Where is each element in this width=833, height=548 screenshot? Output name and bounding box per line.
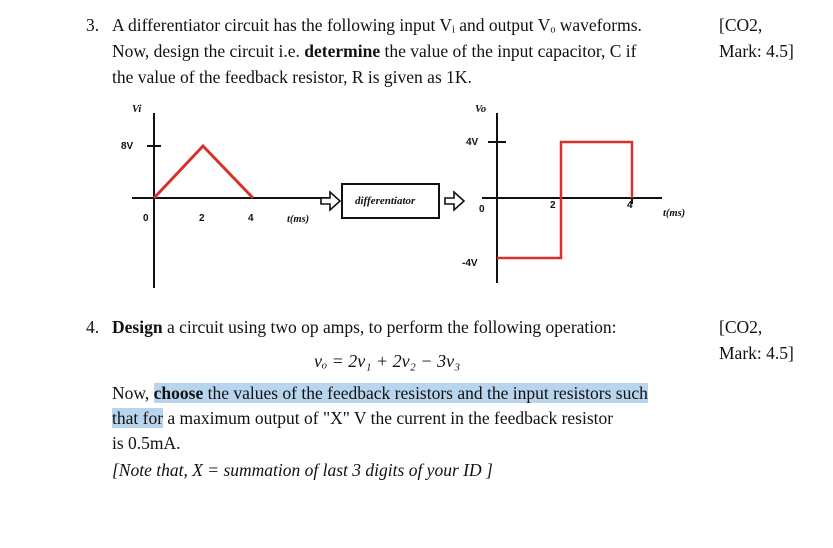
q4-line-2-pre: Now,: [112, 383, 150, 403]
q4-line-3-rest: a maximum output of "X" V the current in the feedback resistor: [167, 408, 614, 428]
q3-mark-line-1: [CO2,: [719, 15, 763, 35]
q4-mark-line-2: Mark: 4.5]: [719, 343, 794, 363]
arrow-from-block-icon: [445, 192, 464, 210]
q4-design-bold: Design: [112, 317, 163, 337]
q3-line-3: the value of the feedback resistor, R is given as 1K.: [112, 67, 472, 87]
q4-number: 4.: [86, 317, 100, 337]
output-neg-label: -4V: [462, 258, 478, 269]
q3-mark-line-2: Mark: 4.5]: [719, 41, 794, 61]
input-triangle-wave: [154, 146, 253, 198]
output-tick-4-label: 4: [627, 200, 633, 211]
q4-equation: vₒ = 2v₁ + 2v₂ − 3v₃: [314, 351, 461, 371]
output-tick-2-label: 2: [550, 200, 556, 211]
q4-line-1: [112, 316, 617, 338]
q4-line-2-highlight: the values of the feedback resistors and the input resistors such: [207, 383, 648, 403]
q3-determine-bold: determine: [304, 41, 381, 61]
output-origin-label: 0: [479, 204, 485, 215]
input-peak-label: 8V: [121, 141, 134, 152]
output-pos-label: 4V: [466, 137, 479, 148]
input-tick-4-label: 4: [248, 213, 254, 224]
q3-line-2-post: the value of the input capacitor, C if: [384, 41, 637, 61]
q4-line-3-highlight: that for: [112, 408, 164, 428]
q3-number: 3.: [86, 15, 100, 35]
output-square-wave: [497, 142, 632, 258]
output-axis-label: Vo: [475, 104, 487, 115]
q4-line-3: [112, 407, 613, 429]
q3-line-2-pre: Now, design the circuit i.e.: [112, 41, 300, 61]
q4-note: [Note that, X = summation of last 3 digits of your ID ]: [112, 460, 493, 480]
q4-choose-bold: choose: [153, 383, 204, 403]
input-time-label: t(ms): [287, 214, 310, 225]
block-label: differentiator: [355, 195, 416, 207]
output-time-label: t(ms): [663, 208, 686, 219]
input-origin-label: 0: [143, 213, 149, 224]
input-axis-label: Vi: [132, 104, 142, 115]
q4-line-2: [112, 382, 648, 404]
arrow-to-block-icon: [321, 192, 340, 210]
input-tick-2-label: 2: [199, 213, 205, 224]
q4-line-1-rest: a circuit using two op amps, to perform the following operation:: [166, 317, 617, 337]
q4-mark-line-1: [CO2,: [719, 317, 763, 337]
q4-line-4: is 0.5mA.: [112, 433, 181, 453]
q3-line-1: A differentiator circuit has the following input Vᵢ and output Vₒ waveforms.: [112, 15, 642, 35]
